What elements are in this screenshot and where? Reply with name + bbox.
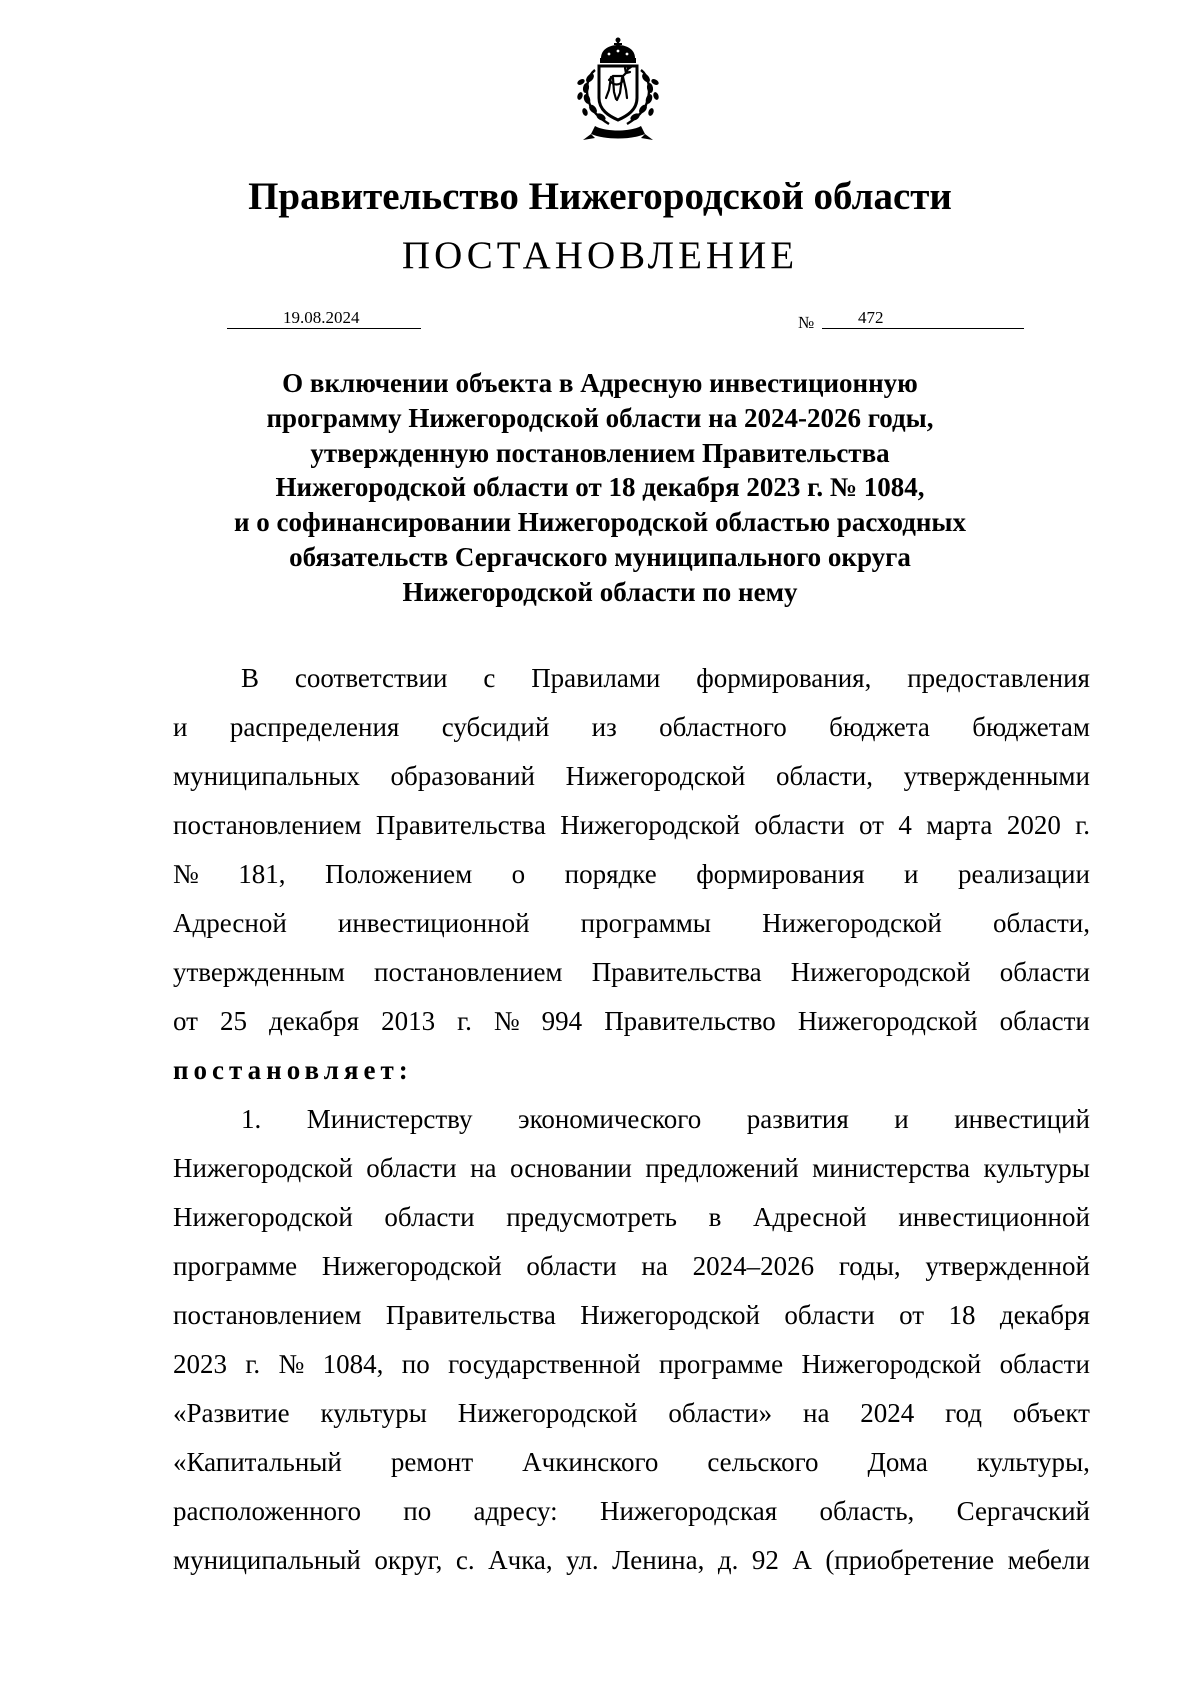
body-word: Нижегородской bbox=[565, 761, 746, 791]
body-word: инвестиций bbox=[954, 1104, 1090, 1134]
body-word: 994 bbox=[541, 1006, 583, 1036]
body-word: Нижегородской bbox=[797, 1006, 978, 1036]
body-word: утвержденными bbox=[903, 761, 1090, 791]
subject-line: обязательств Сергачского муниципального округа bbox=[289, 541, 911, 572]
body-line bbox=[173, 1389, 1090, 1438]
body-word: утвержденной bbox=[925, 1251, 1090, 1281]
body-word: Правительства bbox=[385, 1300, 556, 1330]
body-line bbox=[173, 1046, 1090, 1095]
body-word: Нижегородской bbox=[580, 1300, 761, 1330]
body-word: Адресной bbox=[752, 1202, 867, 1232]
government-title: Правительство Нижегородской области bbox=[248, 175, 952, 218]
document-body bbox=[173, 654, 1090, 1585]
body-word: Нижегородской bbox=[560, 810, 740, 840]
body-word: и bbox=[173, 712, 188, 742]
body-word: г. bbox=[457, 1006, 472, 1036]
body-word: Нижегородской bbox=[457, 1398, 638, 1428]
body-word: программе bbox=[173, 1251, 298, 1281]
body-line bbox=[173, 1193, 1090, 1242]
body-word: Нижегородской bbox=[173, 1153, 353, 1183]
body-word: годы, bbox=[838, 1251, 901, 1281]
body-word: постановлением bbox=[374, 957, 563, 987]
body-line bbox=[173, 654, 1090, 703]
body-word: декабря bbox=[268, 1006, 360, 1036]
body-word: Нижегородской bbox=[801, 1349, 982, 1379]
body-word: на bbox=[641, 1251, 668, 1281]
body-word: (приобретение bbox=[825, 1545, 995, 1575]
subject-line: и о софинансировании Нижегородской областью расходных bbox=[233, 507, 967, 538]
body-line bbox=[173, 1438, 1090, 1487]
body-word: № bbox=[173, 859, 199, 889]
subject-line: программу Нижегородской области на 2024-2026 годы, bbox=[266, 402, 934, 433]
body-line bbox=[173, 1095, 1090, 1144]
number-sign: № bbox=[798, 313, 815, 332]
body-line bbox=[173, 1144, 1090, 1193]
subject-line: утвержденную постановлением Правительства bbox=[310, 437, 890, 468]
body-word: г. bbox=[1075, 810, 1090, 840]
body-word: программы bbox=[580, 908, 711, 938]
body-word: с. bbox=[455, 1545, 475, 1575]
body-word: области» bbox=[668, 1398, 773, 1428]
body-word: программе bbox=[658, 1349, 784, 1379]
body-word: на bbox=[803, 1398, 830, 1428]
body-word: Сергачский bbox=[956, 1496, 1090, 1526]
body-word: Нижегородской bbox=[321, 1251, 502, 1281]
body-line bbox=[173, 850, 1090, 899]
body-word: развития bbox=[746, 1104, 849, 1134]
body-word: 1084, bbox=[322, 1349, 384, 1379]
body-word: д. bbox=[717, 1545, 739, 1575]
coat-of-arms-emblem bbox=[565, 36, 671, 144]
number-underline bbox=[822, 328, 1024, 329]
body-word: Правилами bbox=[531, 663, 661, 693]
body-word: культуры bbox=[320, 1398, 427, 1428]
body-word: формирования, bbox=[696, 663, 872, 693]
document-subject bbox=[170, 366, 1030, 610]
body-word: 2024 bbox=[860, 1398, 915, 1428]
body-line bbox=[173, 801, 1090, 850]
body-word: Ачкинского bbox=[522, 1447, 659, 1477]
body-line bbox=[173, 1487, 1090, 1536]
body-word: экономического bbox=[518, 1104, 702, 1134]
body-word: из bbox=[591, 712, 617, 742]
body-word: предложений bbox=[645, 1153, 799, 1183]
body-word: бюджета bbox=[829, 712, 930, 742]
body-word: области bbox=[384, 1202, 475, 1232]
body-word: Правительство bbox=[604, 1006, 776, 1036]
subject-line: О включении объекта в Адресную инвестиционную bbox=[282, 368, 918, 398]
body-word: «Капитальный bbox=[173, 1447, 342, 1477]
body-word: мебели bbox=[1007, 1545, 1090, 1575]
document-type-title: ПОСТАНОВЛЕНИЕ bbox=[401, 234, 799, 277]
body-word: от bbox=[899, 1300, 925, 1330]
body-word: ремонт bbox=[390, 1447, 474, 1477]
body-word: утвержденным bbox=[173, 957, 345, 987]
body-word: на bbox=[470, 1153, 497, 1183]
body-word: муниципальный bbox=[173, 1545, 361, 1575]
body-word: соответствии bbox=[294, 663, 448, 693]
body-word: Нижегородской bbox=[790, 957, 971, 987]
body-word: области bbox=[784, 1300, 875, 1330]
body-line bbox=[173, 752, 1090, 801]
body-word: бюджетам bbox=[972, 712, 1090, 742]
body-word: округ, bbox=[374, 1545, 443, 1575]
body-word: «Развитие bbox=[173, 1398, 290, 1428]
body-word: области bbox=[366, 1153, 457, 1183]
body-word: расположенного bbox=[173, 1496, 361, 1526]
body-word: Нижегородской bbox=[173, 1202, 353, 1232]
body-word: объект bbox=[1012, 1398, 1090, 1428]
body-word: Положением bbox=[324, 859, 473, 889]
body-word: области bbox=[754, 810, 845, 840]
body-line bbox=[173, 899, 1090, 948]
body-word: область, bbox=[819, 1496, 915, 1526]
body-word: с bbox=[483, 663, 496, 693]
body-word: о bbox=[511, 859, 526, 889]
body-word: порядке bbox=[564, 859, 657, 889]
body-word: 92 bbox=[751, 1545, 779, 1575]
body-word: инвестиционной bbox=[337, 908, 530, 938]
body-word: 2024–2026 bbox=[692, 1251, 815, 1281]
body-line bbox=[173, 703, 1090, 752]
body-word: 25 bbox=[219, 1006, 247, 1036]
body-word: области bbox=[999, 957, 1090, 987]
body-word: распределения bbox=[229, 712, 400, 742]
document-number: 472 bbox=[858, 308, 884, 327]
decree-word: постановляет: bbox=[173, 1055, 413, 1085]
body-word: № bbox=[278, 1349, 305, 1379]
body-word: областного bbox=[659, 712, 787, 742]
body-word: Ачка, bbox=[488, 1545, 553, 1575]
body-word: 4 bbox=[898, 810, 912, 840]
body-word: Правительства bbox=[375, 810, 546, 840]
body-word: по bbox=[401, 1349, 430, 1379]
body-word: субсидий bbox=[441, 712, 550, 742]
body-word: и bbox=[904, 859, 919, 889]
body-word: области bbox=[526, 1251, 617, 1281]
subject-line: Нижегородской области по нему bbox=[402, 576, 798, 607]
body-word: области, bbox=[992, 908, 1090, 938]
body-word: 2023 bbox=[173, 1349, 227, 1379]
body-word: от bbox=[173, 1006, 198, 1036]
body-word: А bbox=[792, 1545, 812, 1575]
body-word: области bbox=[999, 1006, 1090, 1036]
body-line bbox=[173, 1242, 1090, 1291]
body-line bbox=[173, 1291, 1090, 1340]
body-line bbox=[173, 1536, 1090, 1585]
body-word: марта bbox=[926, 810, 993, 840]
body-word: области bbox=[999, 1349, 1090, 1379]
body-word: по bbox=[403, 1496, 432, 1526]
body-word: области, bbox=[776, 761, 874, 791]
body-word: 2020 bbox=[1006, 810, 1061, 840]
body-word: Дома bbox=[867, 1447, 928, 1477]
body-word: Нижегородской bbox=[762, 908, 942, 938]
body-line bbox=[173, 997, 1090, 1046]
body-word: Правительства bbox=[591, 957, 762, 987]
body-word: Ленина, bbox=[612, 1545, 705, 1575]
body-word: реализации bbox=[957, 859, 1090, 889]
body-word: Министерству bbox=[306, 1104, 473, 1134]
body-word: муниципальных bbox=[173, 761, 360, 791]
document-date: 19.08.2024 bbox=[283, 308, 360, 327]
body-word: основании bbox=[510, 1153, 632, 1183]
body-word: постановлением bbox=[173, 1300, 362, 1330]
subject-line: Нижегородской области от 18 декабря 2023 г. № 1084, bbox=[275, 472, 925, 503]
body-word: от bbox=[859, 810, 884, 840]
body-word: 1. bbox=[241, 1104, 262, 1134]
body-line bbox=[173, 948, 1090, 997]
body-word: декабря bbox=[999, 1300, 1090, 1330]
body-word: в bbox=[708, 1202, 722, 1232]
body-word: и bbox=[894, 1104, 909, 1134]
body-word: год bbox=[945, 1398, 983, 1428]
body-word: № bbox=[493, 1006, 520, 1036]
body-word: государственной bbox=[448, 1349, 641, 1379]
body-word: сельского bbox=[707, 1447, 819, 1477]
body-word: культуры bbox=[983, 1153, 1090, 1183]
body-word: г. bbox=[245, 1349, 261, 1379]
body-word: образований bbox=[390, 761, 535, 791]
body-word: адресу: bbox=[473, 1496, 558, 1526]
body-word: 18 bbox=[948, 1300, 976, 1330]
body-word: культуры, bbox=[976, 1447, 1090, 1477]
body-word: формирования bbox=[696, 859, 865, 889]
body-word: министерства bbox=[812, 1153, 971, 1183]
body-word: постановлением bbox=[173, 810, 362, 840]
body-word: 181, bbox=[238, 859, 286, 889]
body-word: 2013 bbox=[381, 1006, 436, 1036]
body-word: предусмотреть bbox=[506, 1202, 677, 1232]
body-word: В bbox=[241, 663, 260, 693]
body-word: инвестиционной bbox=[898, 1202, 1090, 1232]
body-word: Нижегородская bbox=[599, 1496, 778, 1526]
body-word: предоставления bbox=[907, 663, 1090, 693]
body-word: ул. bbox=[566, 1545, 599, 1575]
body-line bbox=[173, 1340, 1090, 1389]
body-word: Адресной bbox=[173, 908, 287, 938]
